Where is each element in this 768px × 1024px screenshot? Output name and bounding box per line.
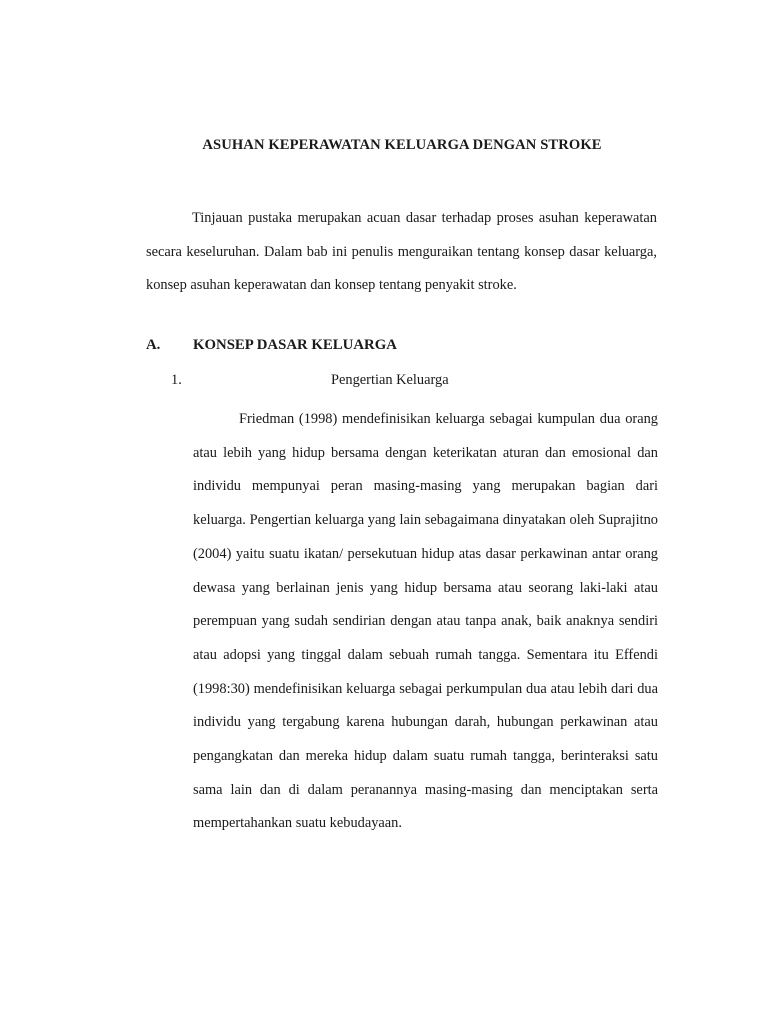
section-letter: A. <box>146 337 161 353</box>
subsection-title: Pengertian Keluarga <box>331 372 449 388</box>
section-title: KONSEP DASAR KELUARGA <box>193 337 397 353</box>
subsection-number: 1. <box>171 372 182 388</box>
intro-paragraph: Tinjauan pustaka merupakan acuan dasar terhadap proses asuhan keperawatan secara keseluruhan. Dalam bab ini penulis menguraikan tentang konsep dasar keluarga, konsep asuhan keperawatan dan konsep tentang penyakit stroke. <box>146 210 657 294</box>
body-paragraph: Friedman (1998) mendefinisikan keluarga sebagai kumpulan dua orang atau lebih yang hidup bersama dengan keterikatan aturan dan emosional dan individu mempunyai peran masing-masing yang merupakan bagian dari keluarga. Pengertian keluarga yang lain sebagaimana dinyatakan oleh Suprajitno (2004) yaitu suatu ikatan/ persekutuan hidup atas dasar perkawinan antar orang dewasa yang berlainan jenis yang hidup bersama atau seorang laki-laki atau perempuan yang sudah sendirian dengan atau tanpa anak, baik anaknya sendiri atau adopsi yang tinggal dalam sebuah rumah tangga. Sementara itu Effendi (1998:30) mendefinisikan keluarga sebagai perkumpulan dua atau lebih dari dua individu yang tergabung karena hubungan darah, hubungan perkawinan atau pengangkatan dan mereka hidup dalam suatu rumah tangga, berinteraksi satu sama lain dan di dalam peranannya masing-masing dan menciptakan serta mempertahankan suatu kebudayaan. <box>193 411 658 832</box>
document-title: ASUHAN KEPERAWATAN KELUARGA DENGAN STROKE <box>202 137 602 153</box>
